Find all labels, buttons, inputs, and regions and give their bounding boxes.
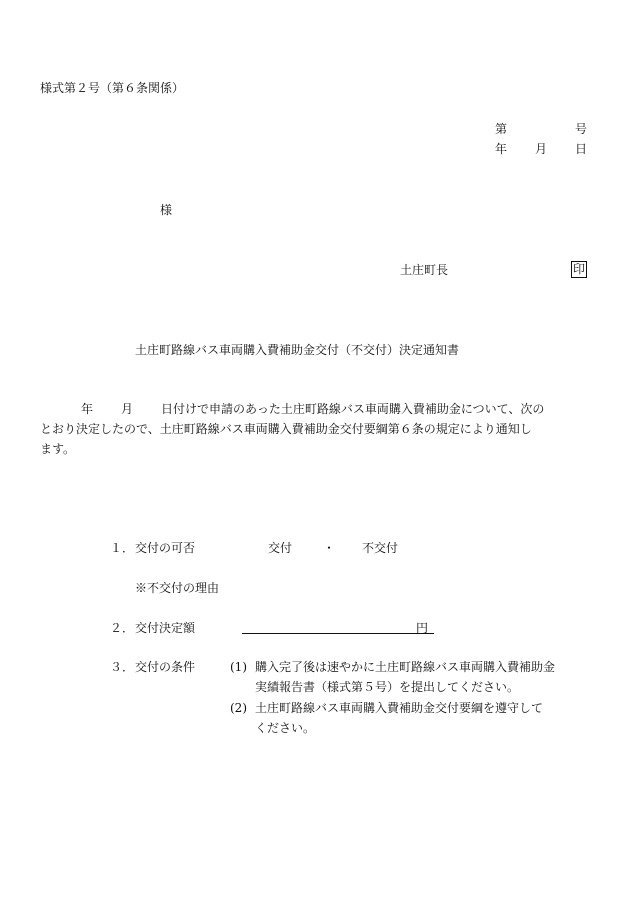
body-month: 月 (121, 402, 134, 416)
item1-separator: ・ (323, 541, 336, 555)
issuer-title: 土庄町長 (400, 263, 449, 277)
date-month: 月 (535, 142, 548, 156)
item3-number: ３． (110, 660, 135, 674)
seal-mark: 印 (573, 262, 586, 276)
item1-option-deny: 不交付 (362, 541, 399, 555)
amount-field[interactable] (242, 620, 434, 634)
addressee-suffix: 様 (160, 203, 173, 217)
body-line3: ます。 (40, 442, 76, 456)
number-prefix: 第 (495, 122, 508, 136)
number-suffix: 号 (575, 122, 588, 136)
date-day: 日 (575, 142, 588, 156)
condition-2-line1: 土庄町路線バス車両購入費補助金交付要綱を遵守して (255, 701, 544, 715)
item2-unit: 円 (416, 621, 429, 635)
item1-option-grant: 交付 (268, 541, 293, 555)
document-title: 土庄町路線バス車両購入費補助金交付（不交付）決定通知書 (135, 343, 460, 357)
condition-1-marker: (1) (230, 660, 247, 674)
item1-label: 交付の可否 (135, 541, 196, 555)
date-year: 年 (495, 142, 508, 156)
item2-number: ２． (110, 621, 135, 635)
item1-number: １． (110, 541, 135, 555)
condition-1-line2: 実績報告書（様式第５号）を提出してください。 (255, 680, 520, 694)
body-line1: 日付けで申請のあった土庄町路線バス車両購入費補助金について、次の (161, 402, 545, 416)
condition-1-line1: 購入完了後は速やかに土庄町路線バス車両購入費補助金 (255, 660, 556, 674)
body-line2: とおり決定したので、土庄町路線バス車両購入費補助金交付要綱第６条の規定により通知し (40, 422, 532, 436)
condition-2-line2: ください。 (255, 721, 316, 735)
item3-label: 交付の条件 (135, 660, 196, 674)
condition-2-marker: (2) (230, 701, 247, 715)
form-label: 様式第２号（第６条関係） (40, 81, 185, 95)
item1-reason-note: ※不交付の理由 (135, 581, 220, 595)
body-year: 年 (81, 402, 94, 416)
item2-label: 交付決定額 (135, 621, 196, 635)
